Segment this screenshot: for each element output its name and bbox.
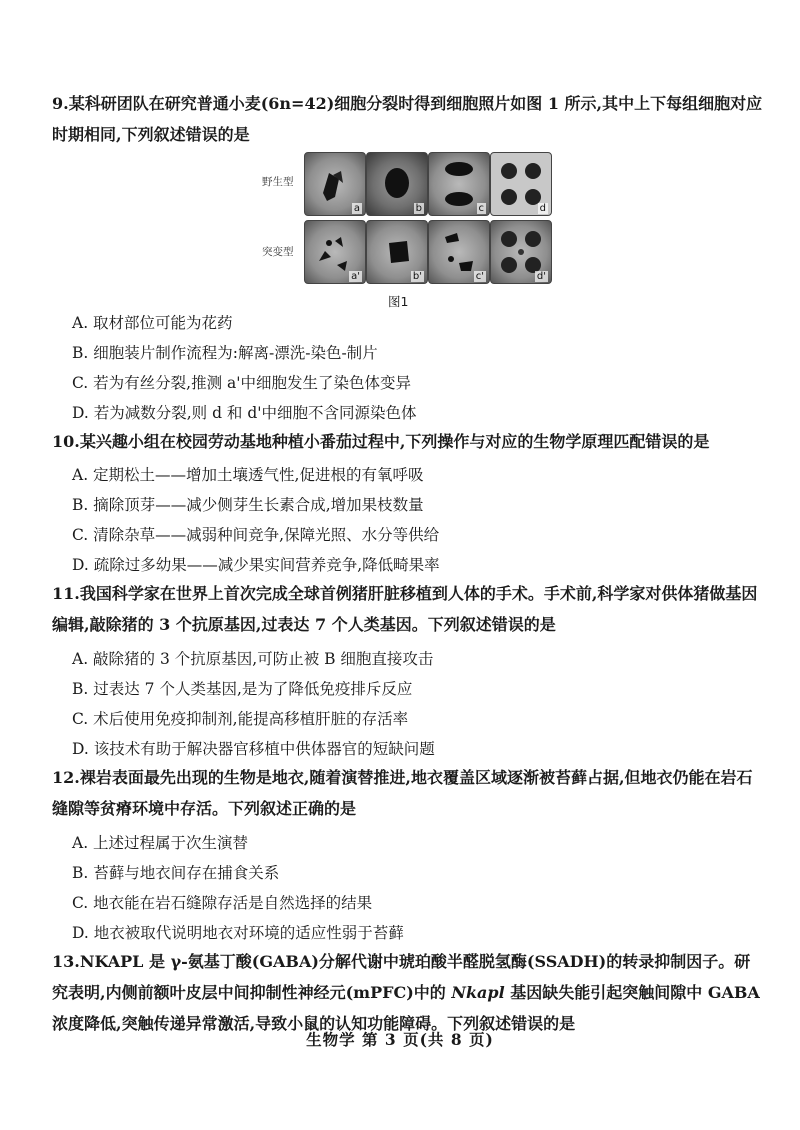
cell-photo-c-prime xyxy=(428,220,490,284)
row-label-mutant: 突变型 xyxy=(262,246,294,258)
cell-photo-d-prime xyxy=(490,220,552,284)
cell-photo-c xyxy=(428,152,490,216)
q12-option-d: D. 地衣被取代说明地衣对环境的适应性弱于苔藓 xyxy=(72,924,404,942)
q12-text: 裸岩表面最先出现的生物是地衣,随着演替推进,地衣覆盖区域逐渐被苔藓占据,但地衣仍能在岩石缝隙等贫瘠环境中存活。下列叙述正确的是 xyxy=(52,768,753,818)
cell-photo-d xyxy=(490,152,552,216)
question-13-stem xyxy=(52,946,764,1039)
q9-text: 某科研团队在研究普通小麦(6n=42)细胞分裂时得到细胞照片如图 1 所示,其中上下每组细胞对应时期相同,下列叙述错误的是 xyxy=(52,94,763,144)
question-10-stem xyxy=(52,426,764,457)
q9-number: 9. xyxy=(52,94,69,113)
q11-option-c: C. 术后使用免疫抑制剂,能提高移植肝脏的存活率 xyxy=(72,710,409,728)
q13-gene-name: Nkapl xyxy=(451,983,505,1002)
q10-option-a: A. 定期松土——增加土壤透气性,促进根的有氧呼吸 xyxy=(72,466,424,484)
q13-text-part1: NKAPL 是 γ-氨基丁酸(GABA)分解代谢中琥珀酸半醛脱氢酶(SSADH)的转录抑制因子。研究表明,内侧前额叶皮层中间抑制性神经元(mPFC)中的 xyxy=(52,952,751,1002)
q11-number: 11. xyxy=(52,584,80,603)
q9-option-c: C. 若为有丝分裂,推测 a'中细胞发生了染色体变异 xyxy=(72,374,412,392)
cell-label-c: c xyxy=(478,203,484,214)
figure-1-caption: 图1 xyxy=(388,294,409,309)
cell-photo-b-prime xyxy=(366,220,428,284)
q12-option-c: C. 地衣能在岩石缝隙存活是自然选择的结果 xyxy=(72,894,373,912)
q10-option-c: C. 清除杂草——减弱种间竞争,保障光照、水分等供给 xyxy=(72,526,440,544)
cell-photo-a xyxy=(304,152,366,216)
q13-number: 13. xyxy=(52,952,80,971)
cell-label-c-prime: c' xyxy=(475,271,484,282)
q13-text-part2: 基因缺失能引起突触间隙中 GABA 浓度降低,突触传递异常激活,导致小鼠的认知功能障碍。下列叙述错误的是 xyxy=(52,983,760,1033)
q12-option-a: A. 上述过程属于次生演替 xyxy=(72,834,249,852)
cell-label-a-prime: a' xyxy=(351,271,360,282)
cell-label-d: d xyxy=(539,203,546,214)
q9-option-d: D. 若为减数分裂,则 d 和 d'中细胞不含同源染色体 xyxy=(72,404,417,422)
q11-option-d: D. 该技术有助于解决器官移植中供体器官的短缺问题 xyxy=(72,740,435,758)
cell-label-b-prime: b' xyxy=(412,271,422,282)
q10-text: 某兴趣小组在校园劳动基地种植小番茄过程中,下列操作与对应的生物学原理匹配错误的是 xyxy=(79,432,710,451)
question-11-stem xyxy=(52,578,764,640)
q12-number: 12. xyxy=(52,768,80,787)
page-footer: 生物学 第 3 页(共 8 页) xyxy=(306,1030,494,1049)
cell-photo-b xyxy=(366,152,428,216)
q11-option-a: A. 敲除猪的 3 个抗原基因,可防止被 B 细胞直接攻击 xyxy=(72,650,434,668)
q11-option-b: B. 过表达 7 个人类基因,是为了降低免疫排斥反应 xyxy=(72,680,413,698)
figure-1 xyxy=(262,148,552,286)
q10-option-d: D. 疏除过多幼果——减少果实间营养竞争,降低畸果率 xyxy=(72,556,440,574)
q9-option-a: A. 取材部位可能为花药 xyxy=(72,314,233,332)
q12-option-b: B. 苔藓与地衣间存在捕食关系 xyxy=(72,864,280,882)
row-label-wild: 野生型 xyxy=(262,176,294,188)
cell-photo-a-prime xyxy=(304,220,366,284)
q9-option-b: B. 细胞装片制作流程为:解离-漂洗-染色-制片 xyxy=(72,344,378,362)
cell-label-b: b xyxy=(415,203,422,214)
question-9-stem xyxy=(52,88,764,150)
question-12-stem xyxy=(52,762,764,824)
q11-text: 我国科学家在世界上首次完成全球首例猪肝脏移植到人体的手术。手术前,科学家对供体猪做基因编辑,敲除猪的 3 个抗原基因,过表达 7 个人类基因。下列叙述错误的是 xyxy=(52,584,758,634)
q10-option-b: B. 摘除顶芽——减少侧芽生长素合成,增加果枝数量 xyxy=(72,496,424,514)
q10-number: 10. xyxy=(52,432,80,451)
cell-label-d-prime: d' xyxy=(536,271,546,282)
cell-label-a: a xyxy=(353,203,360,214)
